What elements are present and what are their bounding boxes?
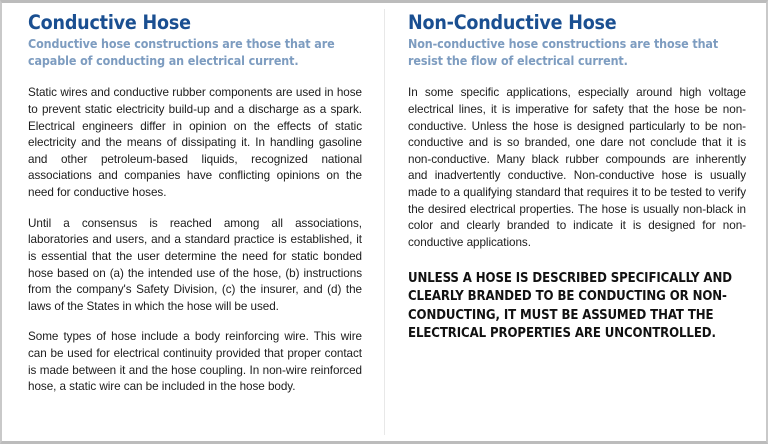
section-subtitle-conductive-hose: Conductive hose constructions are those that are capable of conducting an electrical current. (28, 36, 335, 68)
column-non-conductive-hose (384, 3, 766, 441)
two-column-layout (2, 3, 766, 441)
paragraph: Until a consensus is reached among all associations, laboratories and users, and a standard practice is established, it is essential that the user determine the need for static bonded hose based on (a) the intended use of the hose, (b) instructions from the company's Safety Division, (c) the insurer, and (d) the laws of the States in which the hose will be used. (28, 216, 362, 313)
page-title-non-conductive-hose: Non-Conductive Hose (408, 11, 617, 34)
paragraph: Static wires and conductive rubber components are used in hose to prevent static electricity build-up and a discharge as a spark. Electrical engineers differ in opinion on the effects of static electricity and the means of dissipating it. In handling gasoline and other petroleum-based liquids, recognized national associations and companies have conflicting opinions on the need for conductive hoses. (28, 86, 362, 200)
page-title-conductive-hose: Conductive Hose (28, 11, 191, 34)
column-conductive-hose (2, 3, 384, 441)
paragraph: In some specific applications, especially around high voltage electrical lines, it is imperative for safety that the hose be non-conductive. Unless the hose is designed particularly to be non-conductive and is so branded, one dare not conclude that it is non-conductive. Many black rubber compounds are inherently and inadvertently conductive. Non-conductive hose is usually made to a qualifying standard that requires it to be tested to verify the desired electrical properties. The hose is usually non-black in color and clearly branded to indicate it is designed for non-conductive applications. (408, 86, 746, 249)
section-subtitle-non-conductive-hose: Non-conductive hose constructions are those that resist the flow of electrical current. (408, 36, 719, 68)
warning-statement: UNLESS A HOSE IS DESCRIBED SPECIFICALLY AND CLEARLY BRANDED TO BE CONDUCTING OR NON-CONDUCTING, IT MUST BE ASSUMED THAT THE ELECTRICAL PROPERTIES ARE UNCONTROLLED. (408, 270, 732, 342)
paragraph: Some types of hose include a body reinforcing wire. This wire can be used for electrical continuity provided that proper contact is made between it and the hose coupling. In non-wire reinforced hose, a static wire can be included in the hose body. (28, 330, 362, 394)
